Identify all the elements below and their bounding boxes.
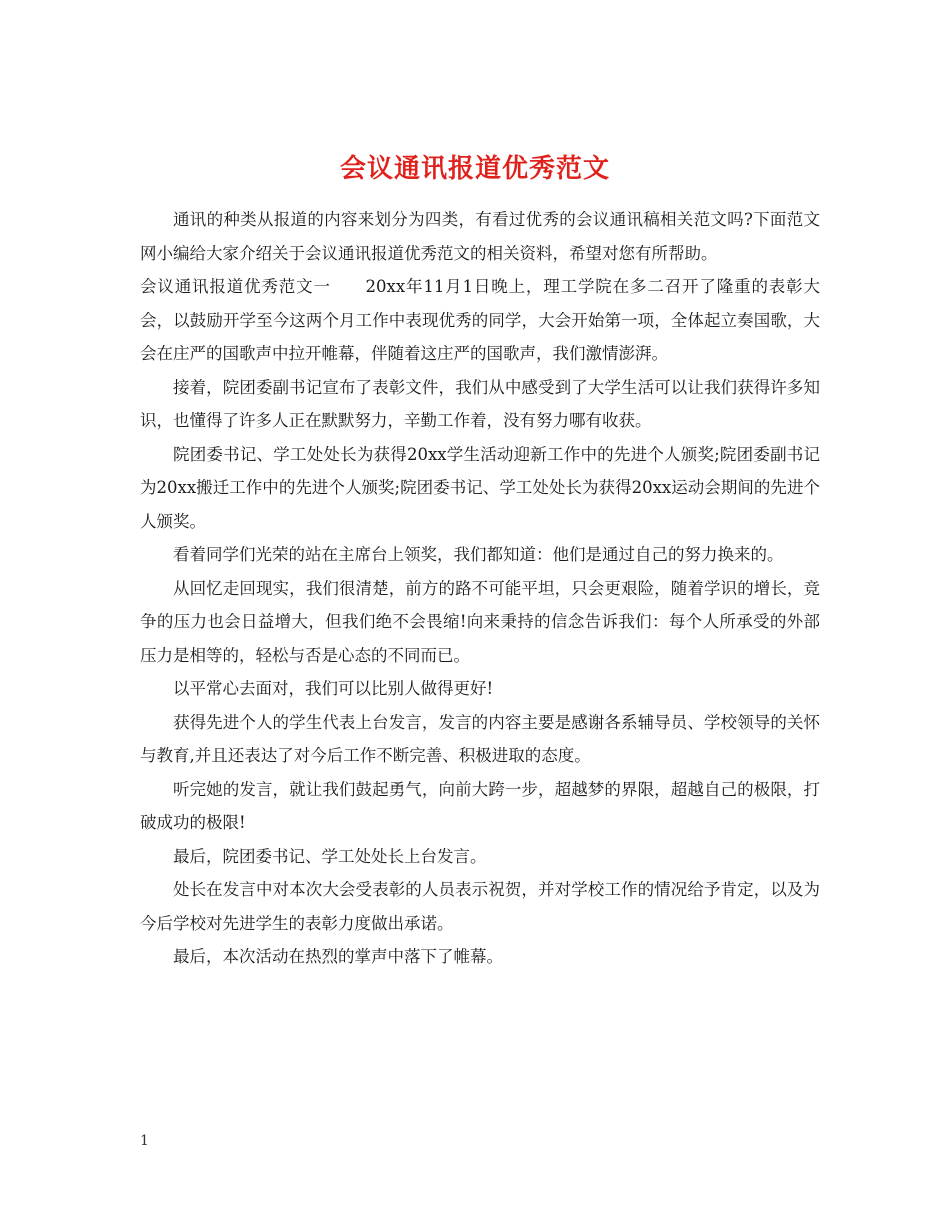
document-body (140, 203, 820, 974)
paragraph: 接着，院团委副书记宣布了表彰文件，我们从中感受到了大学生活可以让我们获得许多知识，也懂得了许多人正在默默努力，辛勤工作着，没有努力哪有收获。 (140, 377, 820, 430)
paragraph: 处长在发言中对本次大会受表彰的人员表示祝贺，并对学校工作的情况给予肯定，以及为今后学校对先进学生的表彰力度做出承诺。 (140, 880, 820, 933)
paragraph: 最后，院团委书记、学工处处长上台发言。 (173, 846, 487, 866)
paragraph: 以平常心去面对，我们可以比别人做得更好! (173, 679, 494, 698)
paragraph: 从回忆走回现实，我们很清楚，前方的路不可能平坦，只会更艰险，随着学识的增长，竞争的压力也会日益增大，但我们绝不会畏缩!向来秉持的信念告诉我们：每个人所承受的外部压力是相等的，轻松与否是心态的不同而已。 (140, 578, 820, 665)
paragraph: 听完她的发言，就让我们鼓起勇气，向前大跨一步，超越梦的界限，超越自己的极限，打破成功的极限! (140, 779, 820, 832)
page-number: 1 (140, 1133, 149, 1149)
paragraph-intro: 通讯的种类从报道的内容来划分为四类，有看过优秀的会议通讯稿相关范文吗?下面范文网小编给大家介绍关于会议通讯报道优秀范文的相关资料，希望对您有所帮助。 (140, 210, 820, 263)
paragraph: 院团委书记、学工处处长为获得20xx学生活动迎新工作中的先进个人颁奖;院团委副书记为20xx搬迁工作中的先进个人颁奖;院团委书记、学工处处长为获得20xx运动会期间的先进个人颁奖。 (140, 444, 820, 531)
paragraph: 获得先进个人的学生代表上台发言，发言的内容主要是感谢各系辅导员、学校领导的关怀与教育,并且还表达了对今后工作不断完善、积极进取的态度。 (140, 712, 820, 765)
document-title: 会议通讯报道优秀范文 (339, 154, 610, 185)
paragraph: 看着同学们光荣的站在主席台上领奖，我们都知道：他们是通过自己的努力换来的。 (173, 545, 784, 564)
paragraph-example-one: 会议通讯报道优秀范文一 20xx年11月1日晚上，理工学院在多二召开了隆重的表彰大会，以鼓励开学至今这两个月工作中表现优秀的同学，大会开始第一项，全体起立奏国歌，大会在庄严的国歌声中拉开帷幕，伴随着这庄严的国歌声，我们激情澎湃。 (140, 277, 820, 363)
paragraph: 最后，本次活动在热烈的掌声中落下了帷幕。 (173, 947, 503, 966)
